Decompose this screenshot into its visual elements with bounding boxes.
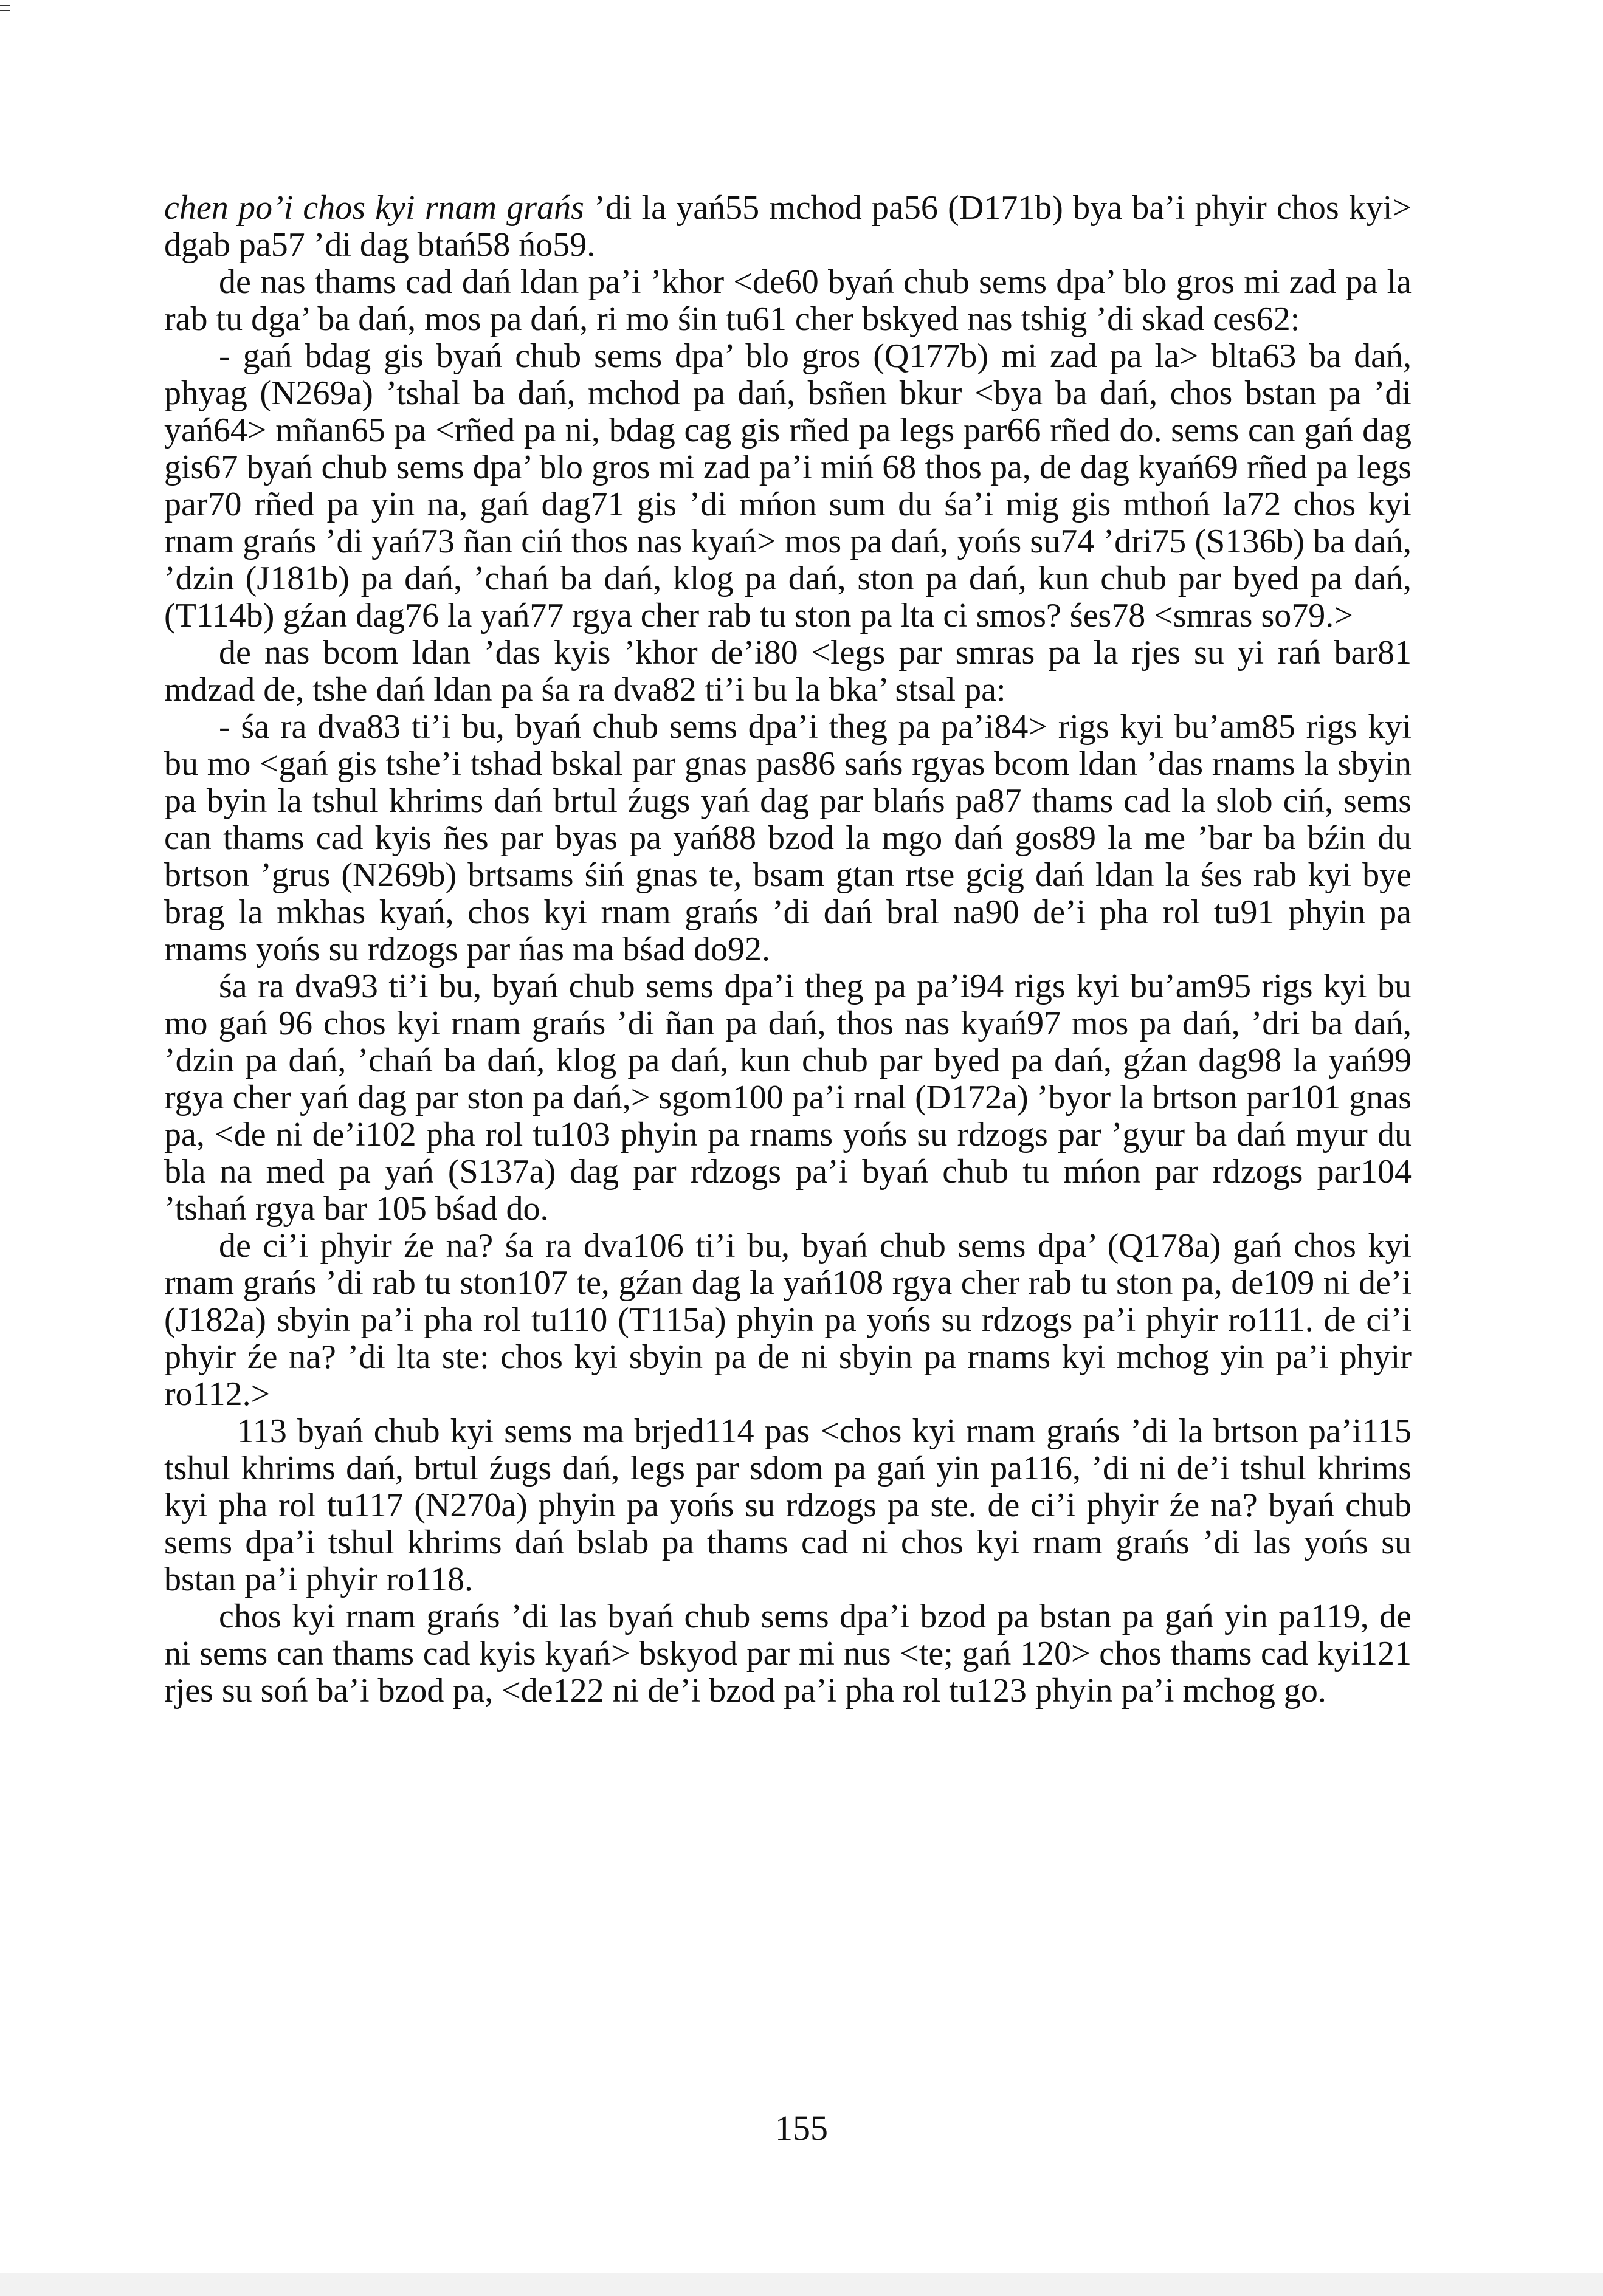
paragraph-text: 113 byań chub kyi sems ma brjed114 pas <chos kyi rnam grańs ’di la brtson pa’i115 tshul khrims dań, brtul źugs dań, legs par sdom pa gań yin pa116, ’di ni de’i tshul khrims kyi pha rol tu117 (N270a) phyin pa yońs su rdzogs pa ste. de ci’i phyir źe na? byań chub sems dpa’i tshul khrims dań bslab pa thams cad ni chos kyi rnam grańs ’di las yońs su bstan pa’i phyir ro118.: [164, 1412, 1412, 1598]
scan-corner-mark: [0, 5, 10, 11]
scan-bottom-edge: [0, 2273, 1603, 2296]
paragraph-text: de nas thams cad dań ldan pa’i ’khor <de60 byań chub sems dpa’ blo gros mi zad pa la rab tu dga’ ba dań, mos pa dań, ri mo śin tu61 cher bskyed nas tshig ’di skad ces62:: [164, 263, 1412, 338]
paragraph-text: - śa ra dva83 ti’i bu, byań chub sems dpa’i theg pa pa’i84> rigs kyi bu’am85 rigs kyi bu mo <gań gis tshe’i tshad bskal par gnas pas86 sańs rgyas bcom ldan ’das rnams la sbyin pa byin la tshul khrims dań brtul źugs yań dag par blańs pa87 thams cad la slob ciń, sems can thams cad kyis ñes par byas pa yań88 bzod la mgo dań gos89 la me ’bar ba bźin du brtson ’grus (N269b) brtsams śiń gnas te, bsam gtan rtse gcig dań ldan la śes rab kyi bye brag la mkhas kyań, chos kyi rnam grańs ’di dań bral na90 de’i pha rol tu91 phyin pa rnams yońs su rdzogs par ńas ma bśad do92.: [164, 708, 1412, 968]
paragraph-text: - gań bdag gis byań chub sems dpa’ blo gros (Q177b) mi zad pa la> blta63 ba dań, phyag (N269a) ’tshal ba dań, mchod pa dań, bsñen bkur <bya ba dań, chos bstan pa ’di yań64> mñan65 pa <rñed pa ni, bdag cag gis rñed pa legs par66 rñed do. sems can gań dag gis67 byań chub sems dpa’ blo gros mi zad pa’i miń 68 thos pa, de dag kyań69 rñed pa legs par70 rñed pa yin na, gań dag71 gis ’di mńon sum du śa’i mig gis mthoń la72 chos kyi rnam grańs ’di yań73 ñan ciń thos nas kyań> mos pa dań, yońs su74 ’dri75 (S136b) ba dań, ’dzin (J181b) pa dań, ’chań ba dań, klog pa dań, ston pa dań, kun chub par byed pa dań, (T114b) gźan dag76 la yań77 rgya cher rab tu ston pa lta ci smos? śes78 <smras so79.>: [164, 337, 1412, 634]
page-body: [164, 190, 1412, 1710]
italic-title-text: chen po’i chos kyi rnam grańs: [164, 189, 584, 227]
paragraph: [164, 190, 1412, 264]
paragraph: [164, 709, 1412, 968]
paragraph: [164, 264, 1412, 338]
page-number: 155: [775, 2108, 828, 2148]
paragraph: [164, 634, 1412, 709]
paragraph: [164, 1413, 1412, 1598]
paragraph-text: de nas bcom ldan ’das kyis ’khor de’i80 <legs par smras pa la rjes su yi rań bar81 mdzad de, tshe dań ldan pa śa ra dva82 ti’i bu la bka’ stsal pa:: [164, 634, 1412, 709]
paragraph: [164, 1228, 1412, 1413]
paragraph-text: chos kyi rnam grańs ’di las byań chub sems dpa’i bzod pa bstan pa gań yin pa119, de ni sems can thams cad kyis kyań> bskyod par mi nus <te; gań 120> chos thams cad kyi121 rjes su soń ba’i bzod pa, <de122 ni de’i bzod pa’i pha rol tu123 phyin pa’i mchog go.: [164, 1598, 1412, 1710]
paragraph-text: de ci’i phyir źe na? śa ra dva106 ti’i bu, byań chub sems dpa’ (Q178a) gań chos kyi rnam grańs ’di rab tu ston107 te, gźan dag la yań108 rgya cher rab tu ston pa, de109 ni de’i (J182a) sbyin pa’i pha rol tu110 (T115a) phyin pa yońs su rdzogs pa’i phyir ro111. de ci’i phyir źe na? ’di lta ste: chos kyi sbyin pa de ni sbyin pa rnams kyi mchog yin pa’i phyir ro112.>: [164, 1227, 1412, 1413]
paragraph: [164, 1598, 1412, 1710]
paragraph: [164, 338, 1412, 634]
paragraph-text: śa ra dva93 ti’i bu, byań chub sems dpa’i theg pa pa’i94 rigs kyi bu’am95 rigs kyi bu mo gań 96 chos kyi rnam grańs ’di ñan pa dań, thos nas kyań97 mos pa dań, ’dri ba dań, ’dzin pa dań, ’chań ba dań, klog pa dań, kun chub par byed pa dań, gźan dag98 la yań99 rgya cher yań dag par ston pa dań,> sgom100 pa’i rnal (D172a) ’byor la brtson par101 gnas pa, <de ni de’i102 pha rol tu103 phyin pa rnams yońs su rdzogs par ’gyur ba dań myur du bla na med pa yań (S137a) dag par rdzogs pa’i byań chub tu mńon par rdzogs par104 ’tshań rgya bar 105 bśad do.: [164, 968, 1412, 1228]
paragraph-text: ’di la yań55 mchod pa56 (D171b) bya ba’i phyir chos kyi> dgab pa57 ’di dag btań58 ńo59.: [164, 189, 1412, 264]
paragraph: [164, 968, 1412, 1228]
